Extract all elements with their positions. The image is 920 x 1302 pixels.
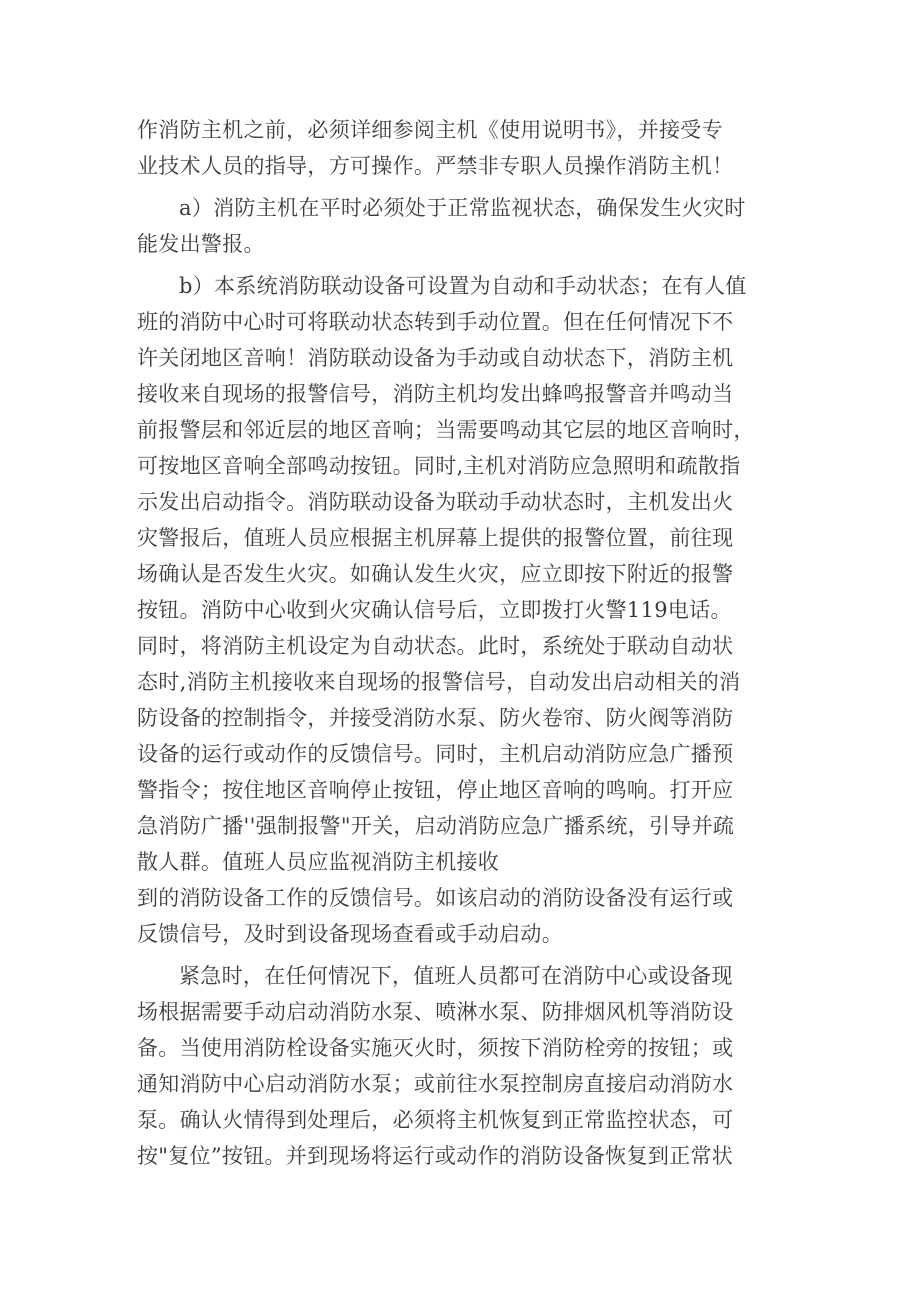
paragraph-operation-notice [137, 112, 797, 184]
text-line: 许关闭地区音响！消防联动设备为手动或自动状态下，消防主机 [137, 346, 734, 370]
text-line: 防设备的控制指令，并接受消防水泵、防火卷帘、防火阀等消防 [137, 706, 734, 730]
text-line: 场根据需要手动启动消防水泵、喷淋水泵、防排烟风机等消防设 [137, 1000, 734, 1024]
text-line: 设备的运行或动作的反馈信号。同时，主机启动消防应急广播预 [137, 742, 734, 766]
paragraph-emergency [137, 958, 797, 1174]
text-line: 按"复位”按钮。并到现场将运行或动作的消防设备恢复到正常状 [137, 1144, 734, 1168]
text-line: 场确认是否发生火灾。如确认发生火灾，应立即按下附近的报警 [137, 562, 734, 586]
text-line: 作消防主机之前，必须详细参阅主机《使用说明书》，并接受专 [137, 118, 723, 142]
text-line: 前报警层和邻近层的地区音响；当需要鸣动其它层的地区音响时， [137, 418, 755, 442]
paragraph-item-b [137, 268, 797, 952]
text-line: 急消防广播''强制报警"开关，启动消防应急广播系统，引导并疏 [137, 814, 735, 838]
text-line: 示发出启动指令。消防联动设备为联动手动状态时，主机发出火 [137, 490, 734, 514]
text-line: 警指令；按住地区音响停止按钮，停止地区音响的鸣响。打开应 [137, 778, 734, 802]
text-line: 同时，将消防主机设定为自动状态。此时，系统处于联动自动状 [137, 634, 734, 658]
text-line: 班的消防中心时可将联动状态转到手动位置。但在任何情况下不 [137, 310, 734, 334]
text-line: 反馈信号，及时到设备现场查看或手动启动。 [137, 922, 563, 946]
paragraph-item-a [137, 190, 797, 262]
text-line: b）本系统消防联动设备可设置为自动和手动状态；在有人值 [179, 274, 747, 298]
text-line: 通知消防中心启动消防水泵；或前往水泵控制房直接启动消防水 [137, 1072, 734, 1096]
text-line: 散人群。值班人员应监视消防主机接收 [137, 850, 500, 874]
text-line: 能发出警报。 [137, 232, 265, 256]
document-page [137, 112, 797, 1174]
text-line: 业技术人员的指导，方可操作。严禁非专职人员操作消防主机！ [137, 154, 734, 178]
text-line: 态时,消防主机接收来自现场的报警信号，自动发出启动相关的消 [137, 670, 741, 694]
text-line: a）消防主机在平时必须处于正常监视状态，确保发生火灾时 [179, 196, 746, 220]
text-line: 接收来自现场的报警信号，消防主机均发出蜂鸣报警音并鸣动当 [137, 382, 734, 406]
text-line: 备。当使用消防栓设备实施灭火时，须按下消防栓旁的按钮；或 [137, 1036, 734, 1060]
text-line: 到的消防设备工作的反馈信号。如该启动的消防设备没有运行或 [137, 886, 734, 910]
text-line: 可按地区音响全部鸣动按钮。同时,主机对消防应急照明和疏散指 [137, 454, 741, 478]
text-line: 紧急时，在任何情况下，值班人员都可在消防中心或设备现 [179, 964, 733, 988]
text-line: 按钮。消防中心收到火灾确认信号后，立即拨打火警119电话。 [137, 598, 732, 622]
text-line: 灾警报后，值班人员应根据主机屏幕上提供的报警位置，前往现 [137, 526, 734, 550]
text-line: 泵。确认火情得到处理后，必须将主机恢复到正常监控状态，可 [137, 1108, 734, 1132]
